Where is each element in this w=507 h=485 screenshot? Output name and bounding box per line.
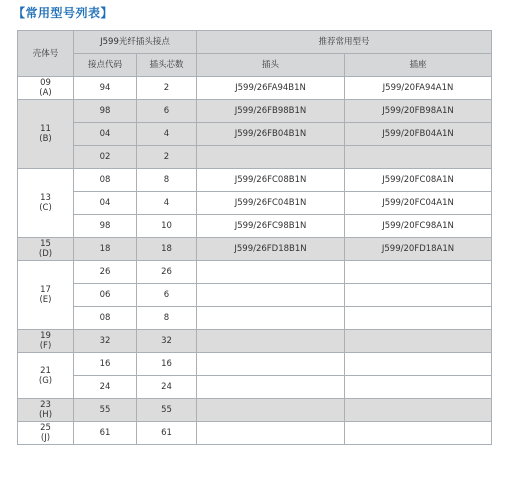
- receptacle-cell: [345, 422, 492, 445]
- code-cell: 94: [74, 77, 137, 100]
- cores-cell: 16: [137, 353, 197, 376]
- receptacle-cell: J599/20FD18A1N: [345, 238, 492, 261]
- receptacle-cell: J599/20FB04A1N: [345, 123, 492, 146]
- page-title: 【常用型号列表】: [13, 6, 114, 20]
- shell-cell: [18, 422, 74, 445]
- shell-cell: [18, 77, 74, 100]
- code-cell: 61: [74, 422, 137, 445]
- model-table: [17, 30, 492, 445]
- cores-cell: 55: [137, 399, 197, 422]
- plug-cell: [197, 284, 345, 307]
- table-row: [18, 169, 492, 192]
- plug-cell: [197, 261, 345, 284]
- shell-letter: (B): [39, 134, 52, 144]
- code-cell: 04: [74, 123, 137, 146]
- header-shell: 壳体号: [18, 31, 74, 77]
- code-cell: 06: [74, 284, 137, 307]
- header-cores: 插头芯数: [137, 54, 197, 77]
- receptacle-cell: J599/20FC04A1N: [345, 192, 492, 215]
- plug-cell: [197, 307, 345, 330]
- code-cell: 08: [74, 169, 137, 192]
- table-body: [18, 77, 492, 445]
- cores-cell: 4: [137, 123, 197, 146]
- table-row: [18, 330, 492, 353]
- shell-number: 19: [40, 331, 51, 341]
- receptacle-cell: J599/20FC08A1N: [345, 169, 492, 192]
- header-recommended-group: 推荐常用型号: [197, 31, 492, 54]
- cores-cell: 24: [137, 376, 197, 399]
- code-cell: 32: [74, 330, 137, 353]
- shell-number: 11: [40, 124, 51, 134]
- shell-letter: (A): [39, 88, 52, 98]
- receptacle-cell: J599/20FB98A1N: [345, 100, 492, 123]
- shell-letter: (E): [39, 295, 52, 305]
- cores-cell: 26: [137, 261, 197, 284]
- receptacle-cell: [345, 284, 492, 307]
- table-header: [18, 31, 492, 77]
- code-cell: 55: [74, 399, 137, 422]
- shell-number: 25: [40, 423, 51, 433]
- plug-cell: J599/26FA94B1N: [197, 77, 345, 100]
- table-row: [18, 215, 492, 238]
- code-cell: 04: [74, 192, 137, 215]
- code-cell: 24: [74, 376, 137, 399]
- shell-cell: [18, 330, 74, 353]
- shell-letter: (C): [39, 203, 52, 213]
- plug-cell: J599/26FC98B1N: [197, 215, 345, 238]
- plug-cell: [197, 146, 345, 169]
- plug-cell: J599/26FD18B1N: [197, 238, 345, 261]
- code-cell: 18: [74, 238, 137, 261]
- plug-cell: [197, 330, 345, 353]
- header-code: 接点代码: [74, 54, 137, 77]
- shell-cell: [18, 261, 74, 330]
- code-cell: 02: [74, 146, 137, 169]
- shell-number: 23: [40, 400, 51, 410]
- shell-cell: [18, 353, 74, 399]
- plug-cell: [197, 376, 345, 399]
- table-row: [18, 146, 492, 169]
- cores-cell: 8: [137, 169, 197, 192]
- table-row: [18, 238, 492, 261]
- cores-cell: 18: [137, 238, 197, 261]
- cores-cell: 6: [137, 284, 197, 307]
- shell-number: 17: [40, 285, 51, 295]
- shell-letter: (H): [38, 410, 53, 420]
- shell-cell: [18, 399, 74, 422]
- receptacle-cell: [345, 261, 492, 284]
- table-row: [18, 399, 492, 422]
- cores-cell: 10: [137, 215, 197, 238]
- header-receptacle: 插座: [345, 54, 492, 77]
- receptacle-cell: [345, 330, 492, 353]
- table-row: [18, 376, 492, 399]
- table-row: [18, 261, 492, 284]
- shell-cell: [18, 238, 74, 261]
- cores-cell: 4: [137, 192, 197, 215]
- plug-cell: J599/26FC04B1N: [197, 192, 345, 215]
- receptacle-cell: [345, 353, 492, 376]
- cores-cell: 8: [137, 307, 197, 330]
- header-plug: 插头: [197, 54, 345, 77]
- code-cell: 26: [74, 261, 137, 284]
- shell-cell: [18, 100, 74, 169]
- receptacle-cell: [345, 307, 492, 330]
- table-row: [18, 353, 492, 376]
- receptacle-cell: [345, 146, 492, 169]
- shell-letter: (F): [39, 341, 52, 351]
- cores-cell: 32: [137, 330, 197, 353]
- table-row: [18, 77, 492, 100]
- shell-number: 21: [40, 365, 51, 376]
- receptacle-cell: J599/20FA94A1N: [345, 77, 492, 100]
- code-cell: 98: [74, 215, 137, 238]
- plug-cell: J599/26FB98B1N: [197, 100, 345, 123]
- shell-number: 09: [40, 78, 51, 88]
- cores-cell: 2: [137, 146, 197, 169]
- header-contacts-group: J599光纤插头接点: [74, 31, 197, 54]
- table-row: [18, 100, 492, 123]
- shell-letter: (G): [38, 375, 53, 386]
- cores-cell: 2: [137, 77, 197, 100]
- cores-cell: 61: [137, 422, 197, 445]
- code-cell: 08: [74, 307, 137, 330]
- code-cell: 16: [74, 353, 137, 376]
- plug-cell: J599/26FC08B1N: [197, 169, 345, 192]
- code-cell: 98: [74, 100, 137, 123]
- shell-letter: (D): [38, 249, 53, 259]
- plug-cell: [197, 353, 345, 376]
- shell-letter: (J): [40, 433, 51, 443]
- table-row: [18, 284, 492, 307]
- table-row: [18, 307, 492, 330]
- plug-cell: [197, 422, 345, 445]
- table-row: [18, 192, 492, 215]
- shell-number: 15: [40, 239, 51, 249]
- shell-number: 13: [40, 193, 51, 203]
- plug-cell: J599/26FB04B1N: [197, 123, 345, 146]
- cores-cell: 6: [137, 100, 197, 123]
- receptacle-cell: J599/20FC98A1N: [345, 215, 492, 238]
- plug-cell: [197, 399, 345, 422]
- receptacle-cell: [345, 376, 492, 399]
- table-row: [18, 422, 492, 445]
- receptacle-cell: [345, 399, 492, 422]
- shell-cell: [18, 169, 74, 238]
- table-row: [18, 123, 492, 146]
